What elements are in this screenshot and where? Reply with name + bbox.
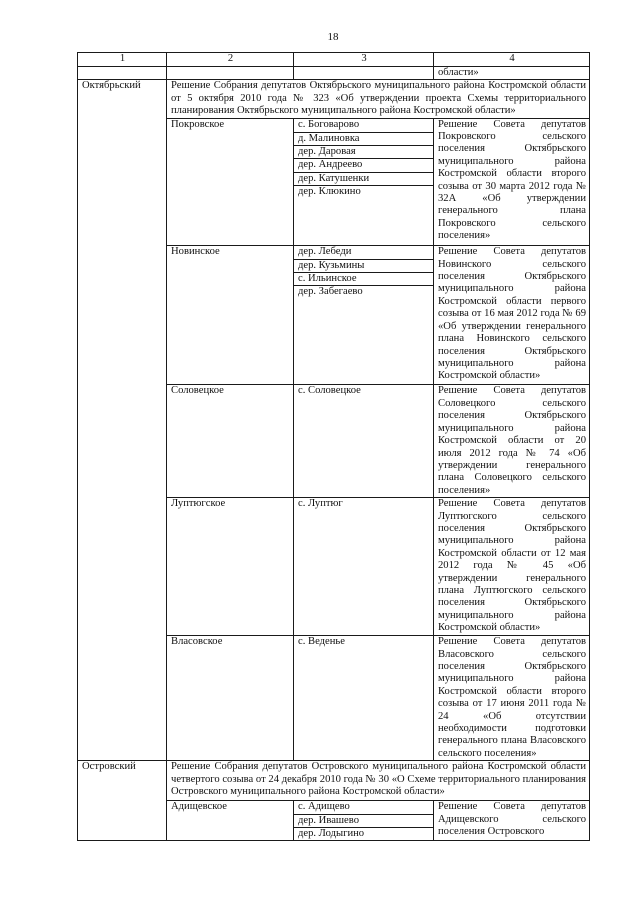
- settlement-name: Власовское: [167, 636, 294, 761]
- locality: с. Веденье: [294, 636, 434, 761]
- empty-cell: [294, 67, 434, 80]
- locality: дер. Клюкино: [294, 186, 434, 246]
- settlements-table: [77, 52, 590, 841]
- settlement-decision: Решение Совета депутатов Новинского сельского поселения Октябрьского муниципального района Костромской области первого созыва от 16 мая 2012 года № 69 «Об утверждении генерального плана Новинского сельского поселения Октябрьского муниципального района Костромской области»: [434, 246, 590, 385]
- district-decision: Решение Собрания депутатов Островского муниципального района Костромской области четвертого созыва от 24 декабря 2010 года № 30 «О Схеме территориального планирования Островского муниципального района Костромской области»: [167, 761, 590, 801]
- district-name: Островский: [78, 761, 167, 841]
- locality: дер. Андреево: [294, 159, 434, 172]
- locality: дер. Кузьмины: [294, 259, 434, 272]
- column-header: 3: [294, 53, 434, 67]
- settlement-name: Новинское: [167, 246, 294, 385]
- district-name: Октябрьский: [78, 80, 167, 761]
- locality: дер. Даровая: [294, 146, 434, 159]
- column-header: 2: [167, 53, 294, 67]
- continuation-text: области»: [434, 67, 590, 80]
- settlement-decision: Решение Совета депутатов Покровского сельского поселения Октябрьского муниципального района Костромской области второго созыва от 30 марта 2012 года № 32А «Об утверждении генерального плана Покровского сельского поселения»: [434, 118, 590, 246]
- locality: дер. Лебеди: [294, 246, 434, 259]
- settlement-name: Адищевское: [167, 801, 294, 841]
- locality: дер. Лодыгино: [294, 828, 434, 841]
- settlement-decision: Решение Совета депутатов Луптюгского сельского поселения Октябрьского муниципального района Костромской области от 12 мая 2012 года № 45 «Об утверждении генерального плана Луптюгского сельского поселения Октябрьского муниципального района Костромской области»: [434, 498, 590, 636]
- locality: с. Луптюг: [294, 498, 434, 636]
- table-row: [78, 761, 590, 801]
- locality: с. Соловецкое: [294, 385, 434, 498]
- locality: дер. Ивашево: [294, 814, 434, 827]
- locality: д. Малиновка: [294, 132, 434, 145]
- table-row: [78, 67, 590, 80]
- locality: дер. Катушенки: [294, 172, 434, 185]
- locality: с. Боговарово: [294, 118, 434, 132]
- settlement-decision: Решение Совета депутатов Соловецкого сельского поселения Октябрьского муниципального района Костромской области от 20 июля 2012 года № 74 «Об утверждении генерального плана Соловецкого сельского поселения»: [434, 385, 590, 498]
- header-row: [78, 53, 590, 67]
- locality: с. Ильинское: [294, 273, 434, 286]
- page-number: 18: [327, 31, 339, 43]
- settlement-decision: Решение Совета депутатов Адищевского сельского поселения Островского: [434, 801, 590, 841]
- empty-cell: [78, 67, 167, 80]
- empty-cell: [167, 67, 294, 80]
- settlement-name: Соловецкое: [167, 385, 294, 498]
- column-header: 1: [78, 53, 167, 67]
- settlement-name: Покровское: [167, 118, 294, 246]
- table-row: [78, 80, 590, 118]
- district-decision: Решение Собрания депутатов Октябрьского муниципального района Костромской области от 5 октября 2010 года № 323 «Об утверждении проекта Схемы территориального планирования Октябрьского муниципального района Костромской области»: [167, 80, 590, 118]
- settlement-name: Луптюгское: [167, 498, 294, 636]
- column-header: 4: [434, 53, 590, 67]
- settlement-decision: Решение Совета депутатов Власовского сельского поселения Октябрьского муниципального района Костромской области второго созыва от 17 июня 2011 года № 24 «Об отсутствии необходимости подготовки генерального плана Власовского сельского поселения»: [434, 636, 590, 761]
- locality: с. Адищево: [294, 801, 434, 814]
- locality: дер. Забегаево: [294, 286, 434, 385]
